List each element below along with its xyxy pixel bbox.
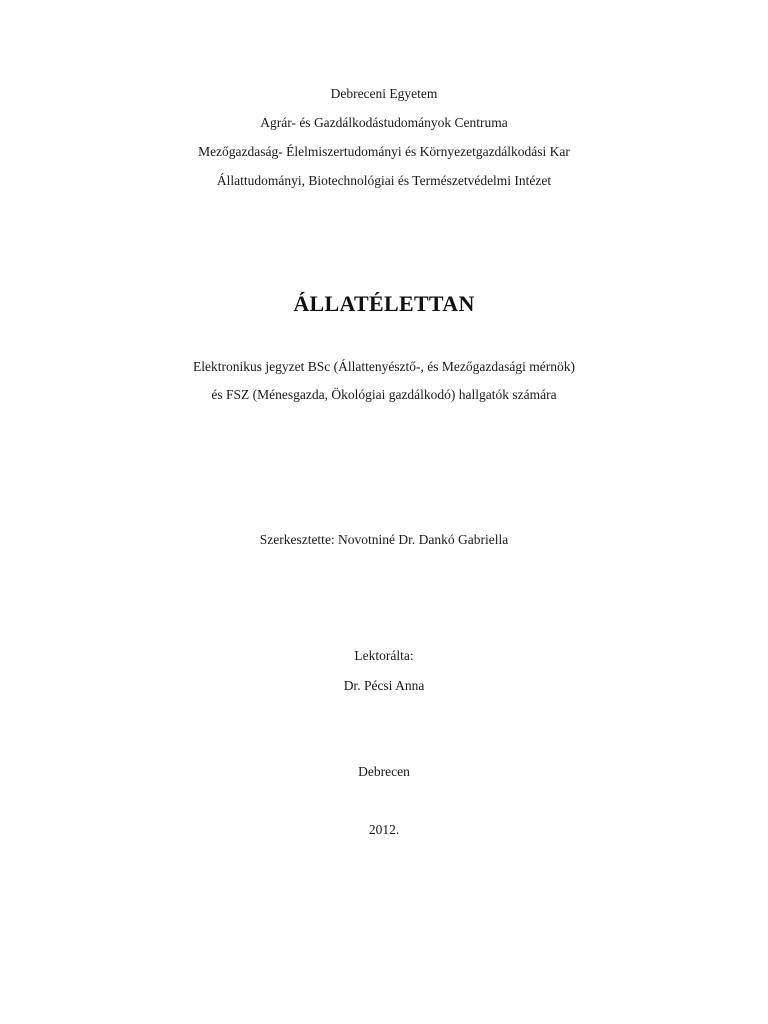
publication-place: Debrecen (358, 764, 410, 779)
institute-name: Állattudományi, Biotechnológiai és Természetvédelmi Intézet (216, 173, 552, 188)
editor-credit: Szerkesztette: Novotniné Dr. Dankó Gabriella (259, 532, 509, 547)
subtitle-line-2: és FSZ (Ménesgazda, Ökológiai gazdálkodó) hallgatók számára (211, 387, 557, 402)
university-name: Debreceni Egyetem (330, 86, 438, 101)
document-title: ÁLLATÉLETTAN (293, 291, 475, 316)
publication-year: 2012. (368, 822, 400, 837)
review-label: Lektorálta: (354, 648, 414, 663)
centre-name: Agrár- és Gazdálkodástudományok Centruma (260, 115, 508, 130)
reviewer-name: Dr. Pécsi Anna (343, 678, 425, 693)
faculty-name: Mezőgazdaság- Élelmiszertudományi és Környezetgazdálkodási Kar (198, 144, 570, 159)
subtitle-line-1: Elektronikus jegyzet BSc (Állattenyésztő-, és Mezőgazdasági mérnök) (192, 359, 575, 374)
